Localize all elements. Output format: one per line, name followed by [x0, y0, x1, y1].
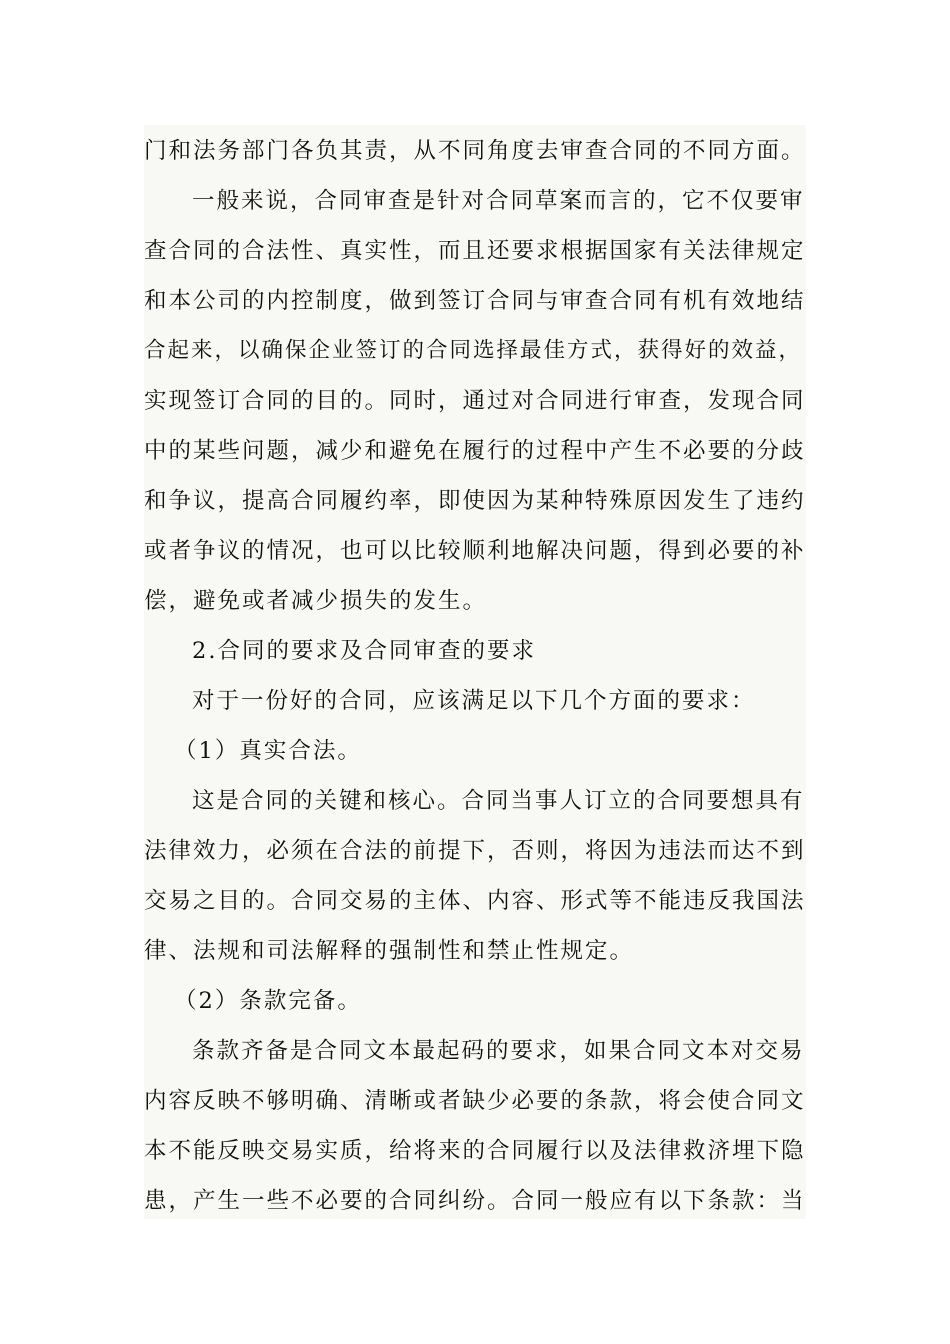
text-line: 本不能反映交易实质，给将来的合同履行以及法律救济埋下隐	[144, 1138, 806, 1164]
text-line: 实现签订合同的目的。同时，通过对合同进行审查，发现合同	[144, 388, 806, 414]
document-body	[144, 125, 806, 1219]
text-line: 这是合同的关键和核心。合同当事人订立的合同要想具有	[192, 788, 805, 814]
section-heading: 2.合同的要求及合同审查的要求	[192, 638, 536, 664]
text-line: 或者争议的情况，也可以比较顺利地解决问题，得到必要的补	[144, 538, 806, 564]
text-line: 查合同的合法性、真实性，而且还要求根据国家有关法律规定	[144, 238, 806, 264]
text-line: 内容反映不够明确、清晰或者缺少必要的条款，将会使合同文	[144, 1088, 806, 1114]
text-line: 门和法务部门各负其责，从不同角度去审查合同的不同方面。	[144, 138, 806, 164]
text-line: 交易之目的。合同交易的主体、内容、形式等不能违反我国法	[144, 888, 806, 914]
text-line: 律、法规和司法解释的强制性和禁止性规定。	[144, 938, 635, 964]
text-line: 法律效力，必须在合法的前提下，否则，将因为违法而达不到	[144, 838, 806, 864]
text-line: 中的某些问题，减少和避免在履行的过程中产生不必要的分歧	[144, 438, 806, 464]
text-line: 条款齐备是合同文本最起码的要求，如果合同文本对交易	[192, 1038, 805, 1064]
text-line: 患，产生一些不必要的合同纠纷。合同一般应有以下条款：当	[144, 1188, 806, 1214]
subsection-heading: （1）真实合法。	[174, 738, 362, 764]
text-line: 和本公司的内控制度，做到签订合同与审查合同有机有效地结	[144, 288, 806, 314]
subsection-heading: （2）条款完备。	[174, 988, 362, 1014]
text-line: 和争议，提高合同履约率，即使因为某种特殊原因发生了违约	[144, 488, 806, 514]
text-line: 偿，避免或者减少损失的发生。	[144, 588, 488, 614]
text-line: 合起来，以确保企业签订的合同选择最佳方式，获得好的效益，	[144, 338, 803, 363]
text-line: 一般来说，合同审查是针对合同草案而言的，它不仅要审	[192, 188, 805, 214]
text-line: 对于一份好的合同，应该满足以下几个方面的要求：	[192, 688, 756, 714]
